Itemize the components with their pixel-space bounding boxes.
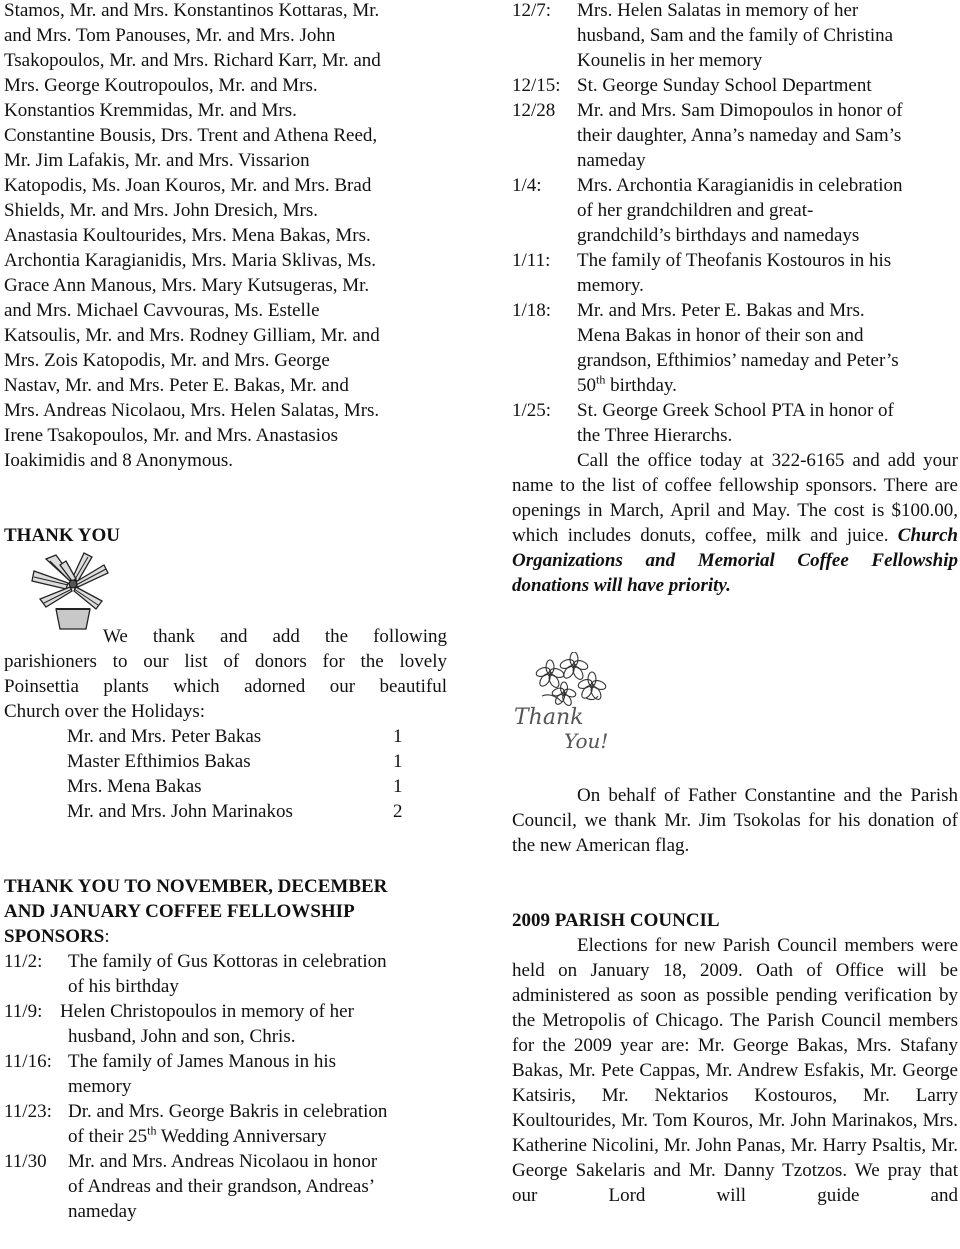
donor-list-line: Mrs. George Koutropoulos, Mr. and Mrs. <box>4 75 318 96</box>
sponsor-text <box>68 949 447 999</box>
donor-name: Mr. and Mrs. John Marinakos <box>67 801 293 822</box>
donor-list-line: Mrs. Zois Katopodis, Mr. and Mrs. George <box>4 350 330 371</box>
donor-list-line: Grace Ann Manous, Mrs. Mary Kutsugeras, Mr. <box>4 275 370 296</box>
sponsor-line: St. George Greek School PTA in honor of <box>577 400 894 421</box>
thank-you-card-section <box>512 598 958 783</box>
sponsor-text <box>577 98 958 173</box>
sponsor-text <box>68 1049 447 1099</box>
sponsor-text <box>577 298 958 398</box>
flag-paragraph: On behalf of Father Constantine and the Parish Council, we thank Mr. Jim Tsokolas for his donation of the new American flag. <box>512 785 958 856</box>
sponsor-line: of her grandchildren and great- <box>577 200 814 221</box>
donor-list-paragraph <box>4 0 447 473</box>
sponsor-text <box>577 0 958 73</box>
donor-name: Master Efthimios Bakas <box>67 751 251 772</box>
sponsor-line: grandson, Efthimios’ nameday and Peter’s <box>577 350 899 371</box>
left-column <box>4 0 447 1224</box>
sponsor-line: grandchild’s birthdays and namedays <box>577 225 860 246</box>
sponsor-text <box>68 1099 447 1149</box>
donor-list-line: Mrs. Andreas Nicolaou, Mrs. Helen Salatas, Mrs. <box>4 400 380 421</box>
right-column <box>512 0 958 1208</box>
sponsor-line: husband, Sam and the family of Christina <box>577 25 894 46</box>
donor-list-line: Konstantios Kremmidas, Mr. and Mrs. <box>4 100 297 121</box>
sponsor-entry <box>4 1099 447 1149</box>
donor-row <box>4 774 447 799</box>
sponsor-date: 1/25: <box>512 400 552 421</box>
donor-list-line: Constantine Bousis, Drs. Trent and Athena Reed, <box>4 125 378 146</box>
sponsor-entry <box>512 248 958 298</box>
sponsor-line: Mena Bakas in honor of their son and <box>577 325 864 346</box>
sponsor-line: memory. <box>577 275 644 296</box>
sponsor-text <box>577 248 958 298</box>
sponsor-text <box>577 73 958 98</box>
poinsettia-line: parishioners to our list of donors for the lovely <box>4 651 447 672</box>
donor-list-line: Archontia Karagianidis, Mrs. Maria Sklivas, Ms. <box>4 250 377 271</box>
coffee-heading-line <box>4 924 447 949</box>
coffee-sponsor-list-left <box>4 949 447 1224</box>
coffee-heading-line: AND JANUARY COFFEE FELLOWSHIP <box>4 901 355 922</box>
sponsor-entry <box>512 73 958 98</box>
ordinal-suffix: th <box>147 1123 157 1138</box>
donor-name: Mr. and Mrs. Peter Bakas <box>67 726 262 747</box>
sponsor-entry <box>4 999 447 1049</box>
thank-you-flowers-illustration <box>512 652 632 772</box>
sponsor-line: their daughter, Anna’s nameday and Sam’s <box>577 125 902 146</box>
sponsor-line <box>68 1124 447 1149</box>
sponsor-date: 1/11: <box>512 250 551 271</box>
donor-list-line: and Mrs. Tom Panouses, Mr. and Mrs. John <box>4 25 336 46</box>
donor-list-line: Shields, Mr. and Mrs. John Dresich, Mrs. <box>4 200 319 221</box>
thank-card-word-2: You! <box>564 729 609 753</box>
sponsor-line <box>577 373 958 398</box>
sponsor-line: The family of Theofanis Kostouros in his <box>577 250 892 271</box>
donor-count: 1 <box>393 726 403 747</box>
sponsor-line: The family of Gus Kottoras in celebration <box>68 951 387 972</box>
sponsor-line: husband, John and son, Chris. <box>68 1026 296 1047</box>
sponsor-entry <box>512 173 958 248</box>
sponsor-line: Dr. and Mrs. George Bakris in celebration <box>68 1101 388 1122</box>
sponsor-date: 12/15: <box>512 75 561 96</box>
sponsor-text <box>577 398 958 448</box>
sponsor-line: Kounelis in her memory <box>577 50 763 71</box>
sponsor-date: 12/7: <box>512 0 552 21</box>
poinsettia-line: Church over the Holidays: <box>4 701 206 722</box>
donor-count: 2 <box>393 801 403 822</box>
coffee-sponsors-heading <box>4 874 447 949</box>
poinsettia-section <box>4 549 447 647</box>
sponsor-text <box>60 999 447 1049</box>
donor-count: 1 <box>393 751 403 772</box>
coffee-call-paragraph <box>512 448 958 598</box>
sponsor-entry <box>4 1049 447 1099</box>
sponsor-text <box>68 1149 447 1224</box>
sponsor-line-part: 50 <box>577 375 596 396</box>
sponsor-line: memory <box>68 1076 132 1097</box>
poinsettia-donor-table <box>4 724 447 824</box>
sponsor-entry <box>512 398 958 448</box>
sponsor-entry <box>4 1149 447 1224</box>
sponsor-line: Mr. and Mrs. Peter E. Bakas and Mrs. <box>577 300 865 321</box>
sponsor-line: nameday <box>577 150 646 171</box>
sponsor-line-part: Wedding Anniversary <box>156 1126 327 1147</box>
sponsor-line: Mrs. Archontia Karagianidis in celebration <box>577 175 903 196</box>
coffee-heading-line: THANK YOU TO NOVEMBER, DECEMBER <box>4 876 388 897</box>
sponsor-entry <box>512 98 958 173</box>
sponsor-line-part: of their 25 <box>68 1126 148 1147</box>
sponsor-date: 1/18: <box>512 300 552 321</box>
coffee-heading-colon: : <box>104 926 110 947</box>
parish-council-heading: 2009 PARISH COUNCIL <box>512 910 720 931</box>
sponsor-line-part: birthday. <box>605 375 677 396</box>
coffee-call-text: Call the office today at 322-6165 and add your name to the list of coffee fellowship sponsors. There are openings in March, April and May. The cost is $100.00, which includes donuts, coffee, milk and juice. <box>512 450 958 546</box>
donor-list-line: Stamos, Mr. and Mrs. Konstantinos Kottaras, Mr. <box>4 0 380 21</box>
sponsor-line: Helen Christopoulos in memory of her <box>60 1001 354 1022</box>
sponsor-date: 11/23: <box>4 1101 52 1122</box>
donor-list-line: Mr. Jim Lafakis, Mr. and Mrs. Vissarion <box>4 150 310 171</box>
donor-list-line: Katopodis, Ms. Joan Kouros, Mr. and Mrs. Brad <box>4 175 372 196</box>
donor-row <box>4 724 447 749</box>
donor-list-line: and Mrs. Michael Cavvouras, Ms. Estelle <box>4 300 320 321</box>
coffee-sponsor-list-right <box>512 0 958 448</box>
sponsor-line: Mrs. Helen Salatas in memory of her <box>577 0 859 21</box>
donor-list-line: Irene Tsakopoulos, Mr. and Mrs. Anastasios <box>4 425 338 446</box>
donor-row <box>4 749 447 774</box>
sponsor-date: 12/28 <box>512 100 556 121</box>
donor-list-line: Ioakimidis and 8 Anonymous. <box>4 450 234 471</box>
sponsor-entry <box>512 0 958 73</box>
donor-list-line: Tsakopoulos, Mr. and Mrs. Richard Karr, Mr. and <box>4 50 381 71</box>
donor-list-line: Nastav, Mr. and Mrs. Peter E. Bakas, Mr. and <box>4 375 349 396</box>
sponsor-date: 11/16: <box>4 1051 52 1072</box>
sponsor-entry <box>4 949 447 999</box>
sponsor-line: Mr. and Mrs. Sam Dimopoulos in honor of <box>577 100 903 121</box>
sponsor-date: 11/30 <box>4 1151 47 1172</box>
sponsor-line: St. George Sunday School Department <box>577 75 872 96</box>
sponsor-date: 1/4: <box>512 175 542 196</box>
parish-council-paragraph: Elections for new Parish Council members were held on January 18, 2009. Oath of Office will be administered as soon as possible pending verification by the Metropolis of Chicago. The Parish Council members for the 2009 year are: Mr. George Bakas, Mrs. Stafany Bakas, Mr. Pete Cappas, Mr. Andrew Esfakis, Mr. George Katsiris, Mr. Nektarios Kostouros, Mr. Larry Koultourides, Mr. Tom Kouros, Mr. John Marinakos, Mrs. Katherine Nicolini, Mr. John Panas, Mr. Harry Psaltis, Mr. George Sakelaris and Mr. Danny Tzotzos. We pray that our Lord will guide and <box>512 935 958 1206</box>
sponsor-text <box>577 173 958 248</box>
thank-card-word-1: Thank <box>514 705 584 730</box>
thank-you-heading: THANK YOU <box>4 525 120 546</box>
poinsettia-line: Poinsettia plants which adorned our beautiful <box>4 676 447 697</box>
coffee-priority-note: Church Organizations and Memorial Coffee Fellowship donations will have priority. <box>512 525 958 596</box>
ordinal-suffix: th <box>596 372 606 387</box>
donor-row <box>4 799 447 824</box>
sponsor-line: The family of James Manous in his <box>68 1051 337 1072</box>
poinsettia-plant-illustration <box>26 551 116 631</box>
sponsor-entry <box>512 298 958 398</box>
poinsettia-paragraph <box>4 649 447 724</box>
sponsor-date: 11/2: <box>4 951 43 972</box>
sponsor-line: of Andreas and their grandson, Andreas’ <box>68 1176 376 1197</box>
donor-list-line: Katsoulis, Mr. and Mrs. Rodney Gilliam, Mr. and <box>4 325 380 346</box>
sponsor-line: Mr. and Mrs. Andreas Nicolaou in honor <box>68 1151 378 1172</box>
sponsor-line: nameday <box>68 1201 137 1222</box>
donor-count: 1 <box>393 776 403 797</box>
donor-list-line: Anastasia Koultourides, Mrs. Mena Bakas, Mrs. <box>4 225 371 246</box>
donor-name: Mrs. Mena Bakas <box>67 776 202 797</box>
coffee-heading-sponsors: SPONSORS <box>4 926 105 947</box>
sponsor-line: of his birthday <box>68 976 179 997</box>
sponsor-line: the Three Hierarchs. <box>577 425 733 446</box>
poinsettia-first-line: We thank and add the following <box>103 626 447 647</box>
sponsor-date: 11/9: <box>4 1001 43 1022</box>
